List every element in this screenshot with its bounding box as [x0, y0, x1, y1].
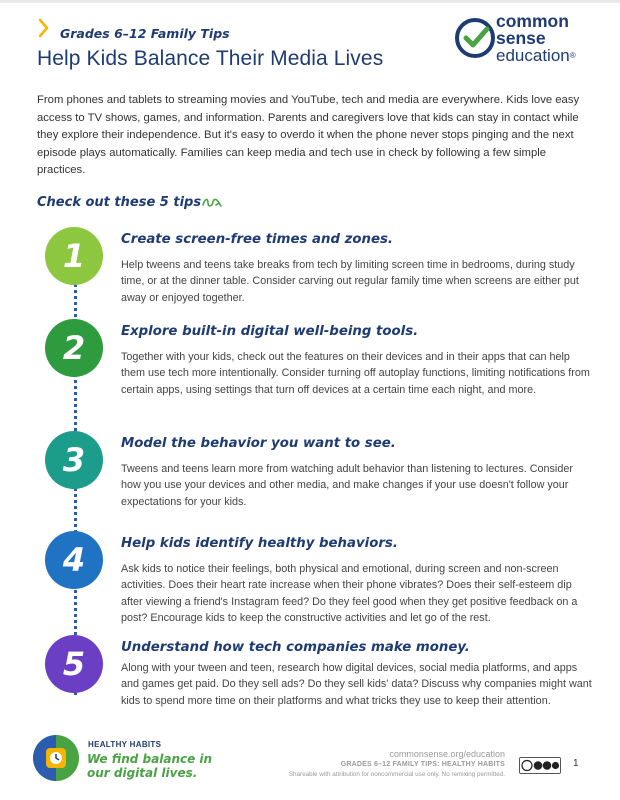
tip-title: Model the behavior you want to see.	[121, 436, 396, 451]
footer-grades: GRADES 6–12 FAMILY TIPS: HEALTHY HABITS	[340, 761, 505, 768]
logo-line-sense: sense	[496, 28, 546, 48]
tip-number-badge: 4	[45, 531, 103, 589]
squiggle-arrow-icon	[201, 196, 223, 210]
tips-heading: Check out these 5 tips	[37, 195, 202, 210]
balance-line-1: We find balance in	[87, 752, 213, 766]
spark-icon	[37, 17, 59, 39]
logo-wordmark: common sense education®	[496, 11, 576, 65]
tip-title: Explore built-in digital well-being tools.	[121, 324, 419, 339]
tip-title: Create screen-free times and zones.	[121, 232, 393, 247]
tip-title: Understand how tech companies make money.	[121, 640, 470, 655]
tip-number-badge: 3	[45, 431, 103, 489]
footer-info	[289, 748, 505, 779]
tip-number-badge: 1	[45, 227, 103, 285]
page-number: 1	[573, 758, 579, 769]
tip-number-badge: 2	[45, 319, 103, 377]
tip-body: Tweens and teens learn more from watching adult behavior than listening to lectures. Consider how you use your devices and other media, and make changes if your use doesn't follow your expectations for your kids.	[121, 463, 573, 508]
logo-line-common: common	[496, 11, 569, 31]
tip-body: Ask kids to notice their feelings, both physical and emotional, during screen and non-screen activities. Does their heart rate increase when their phone vibrates? Does their self-esteem dip after viewing a friend's Instagram feed? Do they feel good when they get positive feedback on a post? Encourage kids to keep the constructive activities and let go of the rest.	[121, 563, 578, 624]
balance-line-2: our digital lives.	[87, 766, 198, 780]
tip-title: Help kids identify healthy behaviors.	[121, 536, 398, 551]
page-title: Help Kids Balance Their Media Lives	[37, 47, 384, 70]
creative-commons-license-icon	[519, 757, 561, 774]
tip-5	[45, 635, 605, 725]
balance-slogan	[87, 752, 212, 780]
grade-eyebrow: Grades 6–12 Family Tips	[60, 26, 230, 41]
intro-paragraph: From phones and tablets to streaming movies and YouTube, tech and media are everywhere. Kids love easy access to TV shows, games, and information. Parents and caregivers love that kids can stay in contact while they explore their independence. But it's easy to overdo it when the phone never stops pinging and the next episode plays automatically. Families can keep media and tech use in check by following a few simple practices.	[37, 94, 580, 176]
tip-body: Help tweens and teens take breaks from tech by limiting screen time in bedrooms, during study time, or at the dinner table. Consider carving out regular family time when screens are either put away or enjoyed together.	[121, 259, 579, 304]
tip-3	[45, 431, 605, 521]
tip-1	[45, 227, 605, 317]
footer-url: commonsense.org/education	[389, 749, 505, 759]
tip-body: Along with your tween and teen, research how digital devices, social media platforms, and apps and games get paid. Do they sell ads? Do they sell kids' data? Discuss why companies might want kids to spend more time on their platforms and what tricks they use to keep their attention.	[121, 662, 592, 707]
logo-line-education: education	[496, 46, 570, 65]
footer-share-note: Shareable with attribution for noncommercial use only. No remixing permitted.	[288, 771, 505, 778]
healthy-habits-badge-icon	[33, 735, 79, 781]
tip-4	[45, 531, 605, 631]
tip-2	[45, 319, 605, 429]
top-edge	[0, 0, 620, 3]
healthy-habits-label: HEALTHY HABITS	[88, 740, 162, 749]
tip-number-badge: 5	[45, 635, 103, 693]
tip-body: Together with your kids, check out the features on their devices and in their apps that can help them use tech more intentionally. Consider turning off autoplay functions, limiting notifications from certain apps, using settings that turn off devices at a certain time each night, and more.	[121, 351, 590, 396]
